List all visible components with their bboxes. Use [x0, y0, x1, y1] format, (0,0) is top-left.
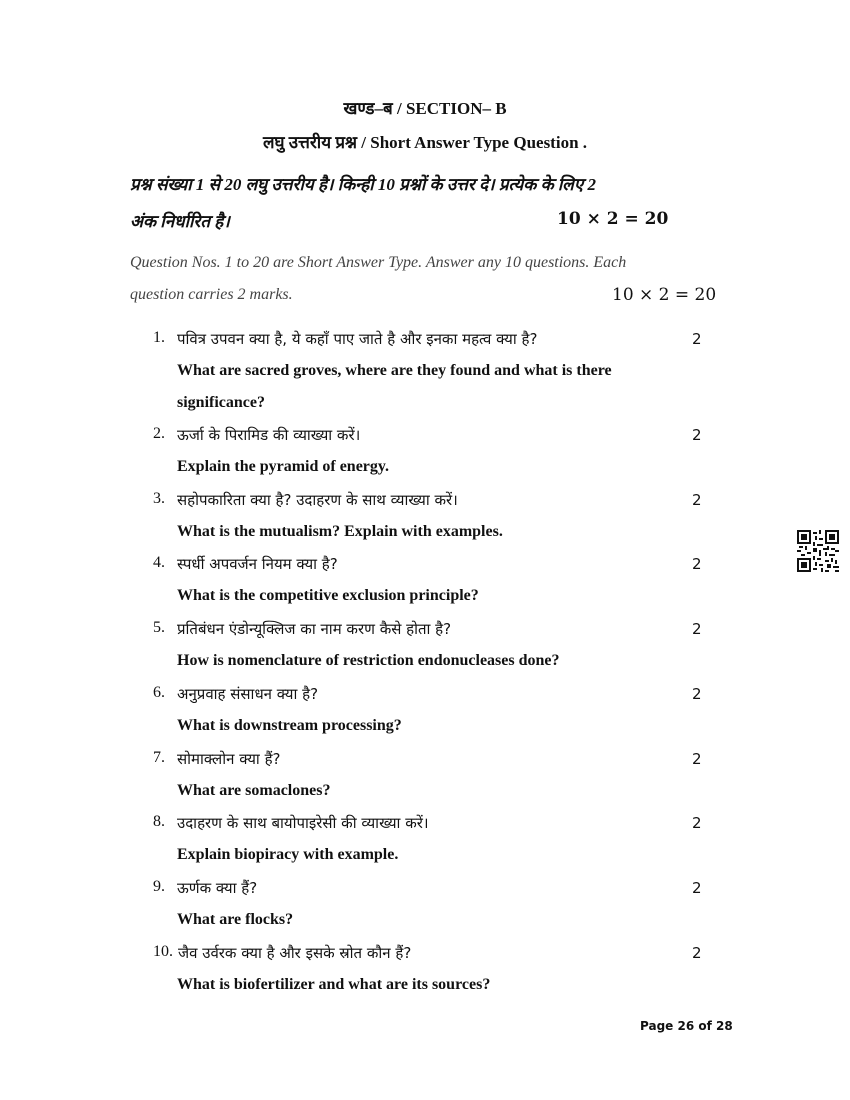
- question-marks: 2: [692, 685, 702, 703]
- question-number: 5.: [153, 619, 165, 636]
- question-number: 6.: [153, 684, 165, 701]
- question-hindi: ऊर्जा के पिरामिड की व्याख्या करें।: [177, 426, 361, 444]
- question-number: 10.: [153, 943, 173, 960]
- question-hindi: प्रतिबंधन एंडोन्यूक्लिज का नाम करण कैसे होता है?: [177, 620, 452, 638]
- english-marks-formula: 10 × 2 = 20: [612, 285, 717, 305]
- question-marks: 2: [692, 620, 702, 638]
- question-english: Explain biopiracy with example.: [177, 846, 399, 863]
- question-english: What is downstream processing?: [177, 717, 402, 734]
- question-hindi: उदाहरण के साथ बायोपाइरेसी की व्याख्या करें।: [177, 814, 429, 832]
- question-marks: 2: [692, 879, 702, 897]
- hindi-instruction-line2: अंक निर्धारित है।: [130, 212, 230, 231]
- question-marks: 2: [692, 330, 702, 348]
- question-english: What are sacred groves, where are they found and what is there: [177, 362, 612, 379]
- question-number: 7.: [153, 749, 165, 766]
- question-number: 4.: [153, 554, 165, 571]
- question-number: 3.: [153, 490, 165, 507]
- qr-code-icon: [797, 530, 839, 572]
- section-title: खण्ड–ब / SECTION– B: [343, 99, 507, 118]
- question-english: What is biofertilizer and what are its sources?: [177, 976, 491, 993]
- hindi-marks-formula: 10 × 2 = 20: [557, 209, 669, 229]
- question-english: What are somaclones?: [177, 782, 331, 799]
- question-hindi: जैव उर्वरक क्या है और इसके स्रोत कौन हैं?: [178, 944, 412, 962]
- question-hindi: स्पर्धी अपवर्जन नियम क्या है?: [177, 555, 338, 573]
- question-english: What is the mutualism? Explain with examples.: [177, 523, 503, 540]
- question-marks: 2: [692, 750, 702, 768]
- question-marks: 2: [692, 426, 702, 444]
- question-hindi: पवित्र उपवन क्या है, ये कहाँ पाए जाते है और इनका महत्व क्या है?: [177, 330, 538, 348]
- section-subtitle: लघु उत्तरीय प्रश्न / Short Answer Type Question .: [262, 133, 588, 152]
- hindi-instruction-line1: प्रश्न संख्या 1 से 20 लघु उत्तरीय है। किन्ही 10 प्रश्नों के उत्तर दे। प्रत्येक के लिए 2: [130, 175, 596, 194]
- question-number: 8.: [153, 813, 165, 830]
- question-marks: 2: [692, 491, 702, 509]
- question-number: 9.: [153, 878, 165, 895]
- question-english: How is nomenclature of restriction endonucleases done?: [177, 652, 560, 669]
- question-marks: 2: [692, 814, 702, 832]
- english-instruction-line2: question carries 2 marks.: [130, 286, 293, 303]
- question-marks: 2: [692, 555, 702, 573]
- question-hindi: ऊर्णक क्या हैं?: [177, 879, 258, 897]
- question-english: What are flocks?: [177, 911, 294, 928]
- question-number: 2.: [153, 425, 165, 442]
- question-english-continued: significance?: [177, 394, 265, 411]
- question-english: What is the competitive exclusion principle?: [177, 587, 479, 604]
- page-number: Page 26 of 28: [640, 1019, 733, 1033]
- question-english: Explain the pyramid of energy.: [177, 458, 390, 475]
- question-marks: 2: [692, 944, 702, 962]
- question-number: 1.: [153, 329, 165, 346]
- question-hindi: अनुप्रवाह संसाधन क्या है?: [177, 685, 319, 703]
- english-instruction-line1: Question Nos. 1 to 20 are Short Answer Type. Answer any 10 questions. Each: [130, 254, 627, 271]
- question-hindi: सहोपकारिता क्या है? उदाहरण के साथ व्याख्या करें।: [177, 491, 458, 509]
- question-hindi: सोमाक्लोन क्या हैं?: [177, 750, 281, 768]
